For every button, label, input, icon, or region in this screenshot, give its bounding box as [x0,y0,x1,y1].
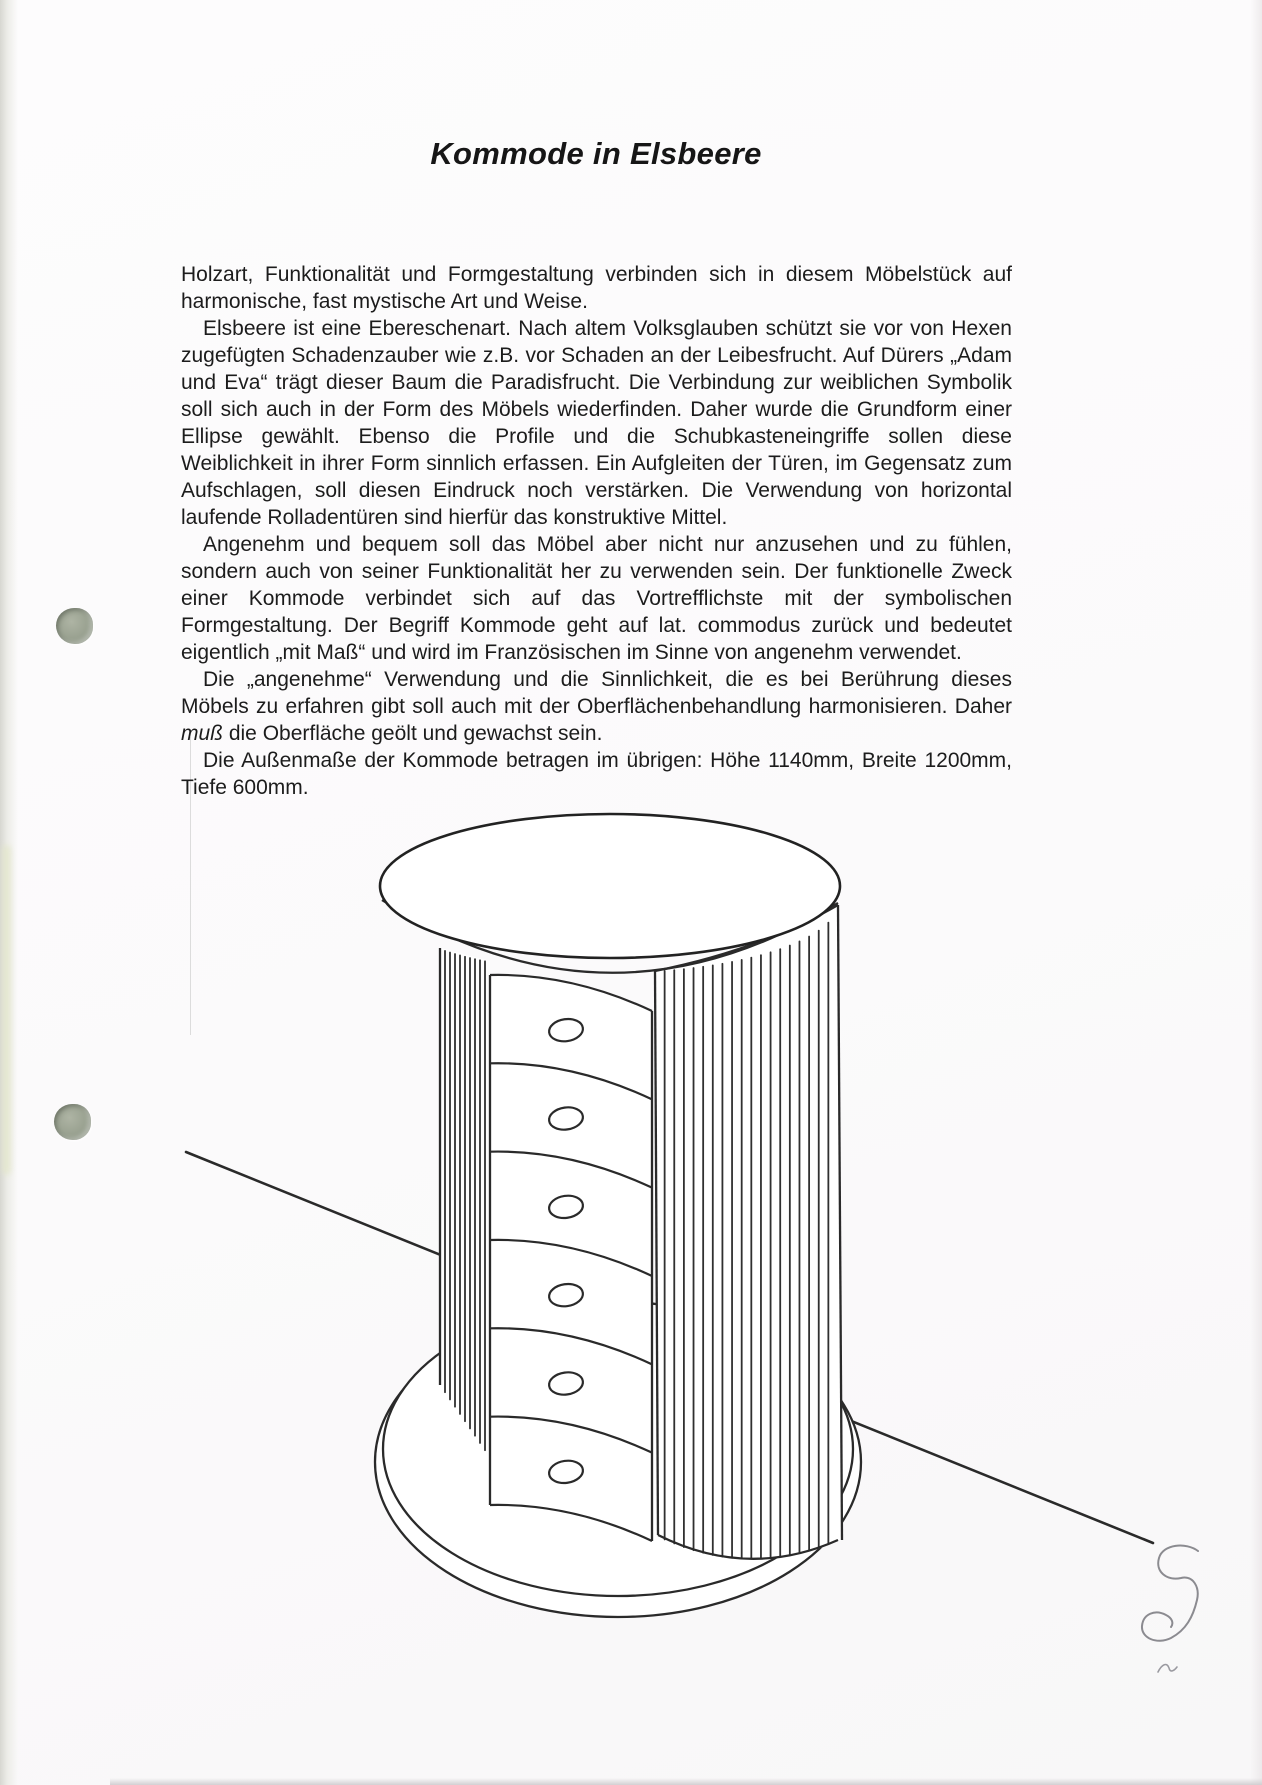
emphasized-word: muß [181,722,223,745]
paragraph-text: Holzart, Funktionalität und Formgestaltung verbinden sich in diesem Möbelstück auf harmonische, fast mystische Art und Weise. [181,263,1012,313]
drawer-column-fill [490,975,652,1541]
paragraph-text: Elsbeere ist eine Ebereschenart. Nach altem Volksglauben schützt sie vor von Hexen zugefügten Schadenzauber wie z.B. vor Schaden an der Leibesfrucht. Auf Dürers „Adam und Eva“ trägt dieser Baum die Paradisfrucht. Die Verbindung zur weiblichen Symbolik soll sich auch in der Form des Möbels wiederfinden. Daher wurde die Grundform einer Ellipse gewählt. Ebenso die Profile und die Schubkasteneingriffe sollen diese Weiblichkeit in ihrer Form sinnlich erfassen. Ein Aufgleiten der Türen, im Gegensatz zum Aufschlagen, soll diesen Eindruck noch verstärken. Die Verwendung von horizontal laufende Rolladentüren sind hierfür das konstruktive Mittel. [181,317,1012,529]
page-title: Kommode in Elsbeere [430,136,762,171]
handwritten-squiggle [1142,1546,1198,1641]
paragraph-text: Angenehm und bequem soll das Möbel aber nicht nur anzusehen und zu fühlen, sondern auch von seiner Funktionalität her zu verwenden sein. Der funktionelle Zweck einer Kommode verbindet sich auf das Vortrefflichste mit der symbolischen Formgestaltung. Der Begriff Kommode geht auf lat. commodus zurück und bedeutet eigentlich „mit Maß“ und wird im Französischen im Sinne von angenehm verwendet. [181,533,1012,664]
paragraph-text: Die Außenmaße der Kommode betragen im übrigen: Höhe 1140mm, Breite 1200mm, Tiefe 600mm. [181,749,1012,799]
paragraph-text: die Oberfläche geölt und gewachst sein. [223,722,603,745]
tabletop-oval [380,814,840,958]
pencil-tick [1158,1665,1177,1672]
paragraph-text: Die „angenehme“ Verwendung und die Sinnlichkeit, die es bei Berührung dieses Möbels zu erfahren gibt soll auch mit der Oberflächenbehandlung harmonisieren. Daher [181,668,1012,718]
